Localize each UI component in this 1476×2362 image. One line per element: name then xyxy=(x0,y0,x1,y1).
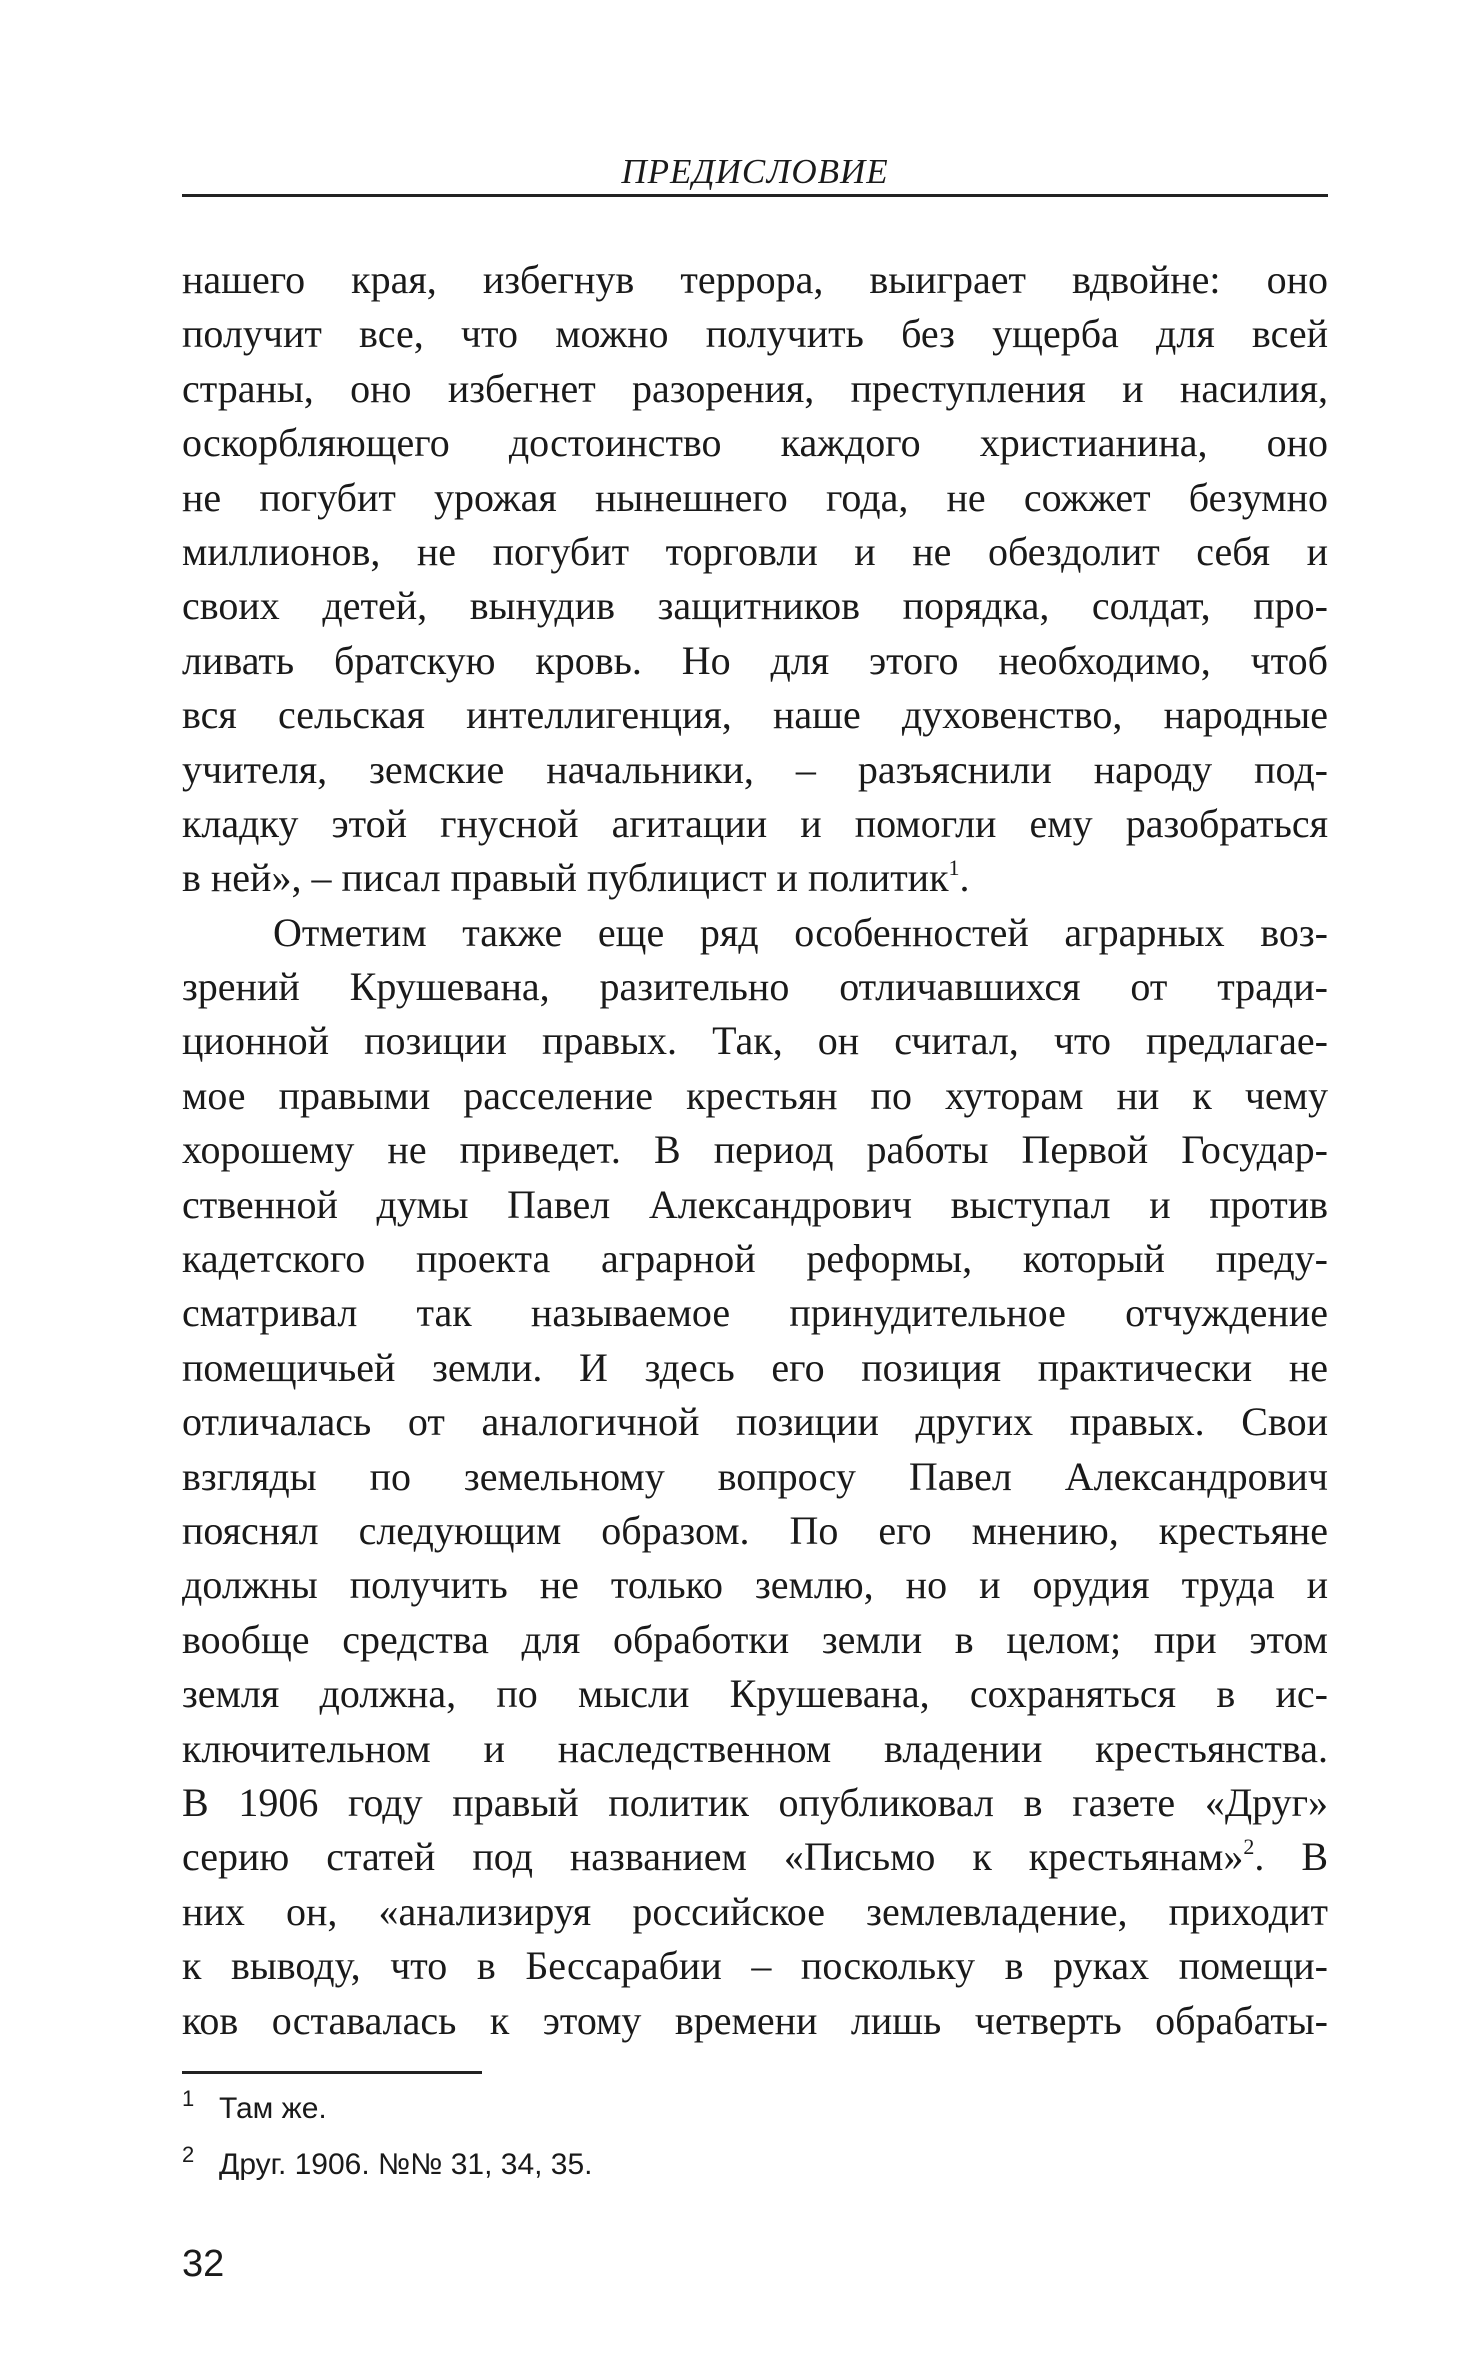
text-line: получит все, что можно получить без ущерба для всей xyxy=(182,311,1328,357)
footnote-number: 2 xyxy=(182,2142,195,2167)
text-line: пояснял следующим образом. По его мнению, крестьяне xyxy=(182,1507,1328,1553)
text-line xyxy=(182,1830,1328,1884)
text-line: помещичьей земли. И здесь его позиция практически не xyxy=(182,1344,1328,1390)
body-text xyxy=(182,253,1328,2048)
footnote-2 xyxy=(182,2137,1328,2193)
footnote-text: Друг. 1906. №№ 31, 34, 35. xyxy=(219,2148,593,2181)
footnote-number: 1 xyxy=(182,2086,195,2111)
text-line: ков оставалась к этому времени лишь четверть обрабаты- xyxy=(182,1997,1328,2043)
text-line-content: серию статей под названием «Письмо к крестьянам» xyxy=(182,1834,1244,1880)
text-line: ственной думы Павел Александрович выступал и против xyxy=(182,1181,1328,1227)
text-line: вся сельская интеллигенция, наше духовенство, народные xyxy=(182,692,1328,738)
text-line: нашего края, избегнув террора, выиграет вдвойне: оно xyxy=(182,257,1328,302)
text-line-content: в ней», – писал правый публицист и политик xyxy=(182,855,949,901)
text-line: своих детей, вынудив защитников порядка, солдат, про- xyxy=(182,583,1328,629)
footnote-1 xyxy=(182,2081,1328,2137)
text-line: вообще средства для обработки земли в целом; при этом xyxy=(182,1616,1328,1662)
text-line: учителя, земские начальники, – разъяснили народу под- xyxy=(182,746,1328,792)
text-line: отличалась от аналогичной позиции других правых. Свои xyxy=(182,1399,1328,1445)
footnote-ref-1[interactable]: 1 xyxy=(948,855,960,881)
text-line: ционной позиции правых. Так, он считал, что предлагае- xyxy=(182,1018,1328,1064)
text-line: В 1906 году правый политик опубликовал в газете «Друг» xyxy=(182,1779,1328,1825)
text-line: сматривал так называемое принудительное отчуждение xyxy=(182,1290,1328,1336)
page-number: 32 xyxy=(182,2243,225,2285)
text-line xyxy=(182,851,1328,905)
footnotes xyxy=(182,2081,1328,2193)
text-line: к выводу, что в Бессарабии – поскольку в руках помещи- xyxy=(182,1943,1328,1989)
footnote-divider xyxy=(182,2071,482,2074)
running-head: ПРЕДИСЛОВИЕ xyxy=(182,150,1328,197)
text-line: кадетского проекта аграрной реформы, который преду- xyxy=(182,1236,1328,1282)
text-line: должны получить не только землю, но и орудия труда и xyxy=(182,1562,1328,1608)
text-line: мое правыми расселение крестьян по хуторам ни к чему xyxy=(182,1072,1328,1118)
text-line: взгляды по земельному вопросу Павел Александрович xyxy=(182,1453,1328,1499)
text-line: ключительном и наследственном владении крестьянства. xyxy=(182,1725,1328,1771)
text-line-tail: . В xyxy=(1254,1834,1328,1880)
text-line: оскорбляющего достоинство каждого христианина, оно xyxy=(182,420,1328,466)
text-line: них он, «анализируя российское землевладение, приходит xyxy=(182,1888,1328,1934)
text-line: хорошему не приведет. В период работы Первой Государ- xyxy=(182,1127,1328,1173)
paragraph-first-line: Отметим также еще ряд особенностей аграрных воз- xyxy=(273,909,1328,955)
text-line: страны, оно избегнет разорения, преступления и насилия, xyxy=(182,365,1328,411)
footnote-text: Там же. xyxy=(219,2092,327,2125)
footnote-ref-2[interactable]: 2 xyxy=(1243,1834,1255,1860)
text-line: кладку этой гнусной агитации и помогли ему разобраться xyxy=(182,800,1328,846)
text-line: земля должна, по мысли Крушевана, сохраняться в ис- xyxy=(182,1671,1328,1717)
text-line: миллионов, не погубит торговли и не обездолит себя и xyxy=(182,528,1328,574)
text-line: ливать братскую кровь. Но для этого необходимо, чтоб xyxy=(182,637,1328,683)
text-line-tail: . xyxy=(959,855,970,901)
text-line: не погубит урожая нынешнего года, не сожжет безумно xyxy=(182,474,1328,520)
text-line: зрений Крушевана, разительно отличавшихся от тради- xyxy=(182,964,1328,1010)
